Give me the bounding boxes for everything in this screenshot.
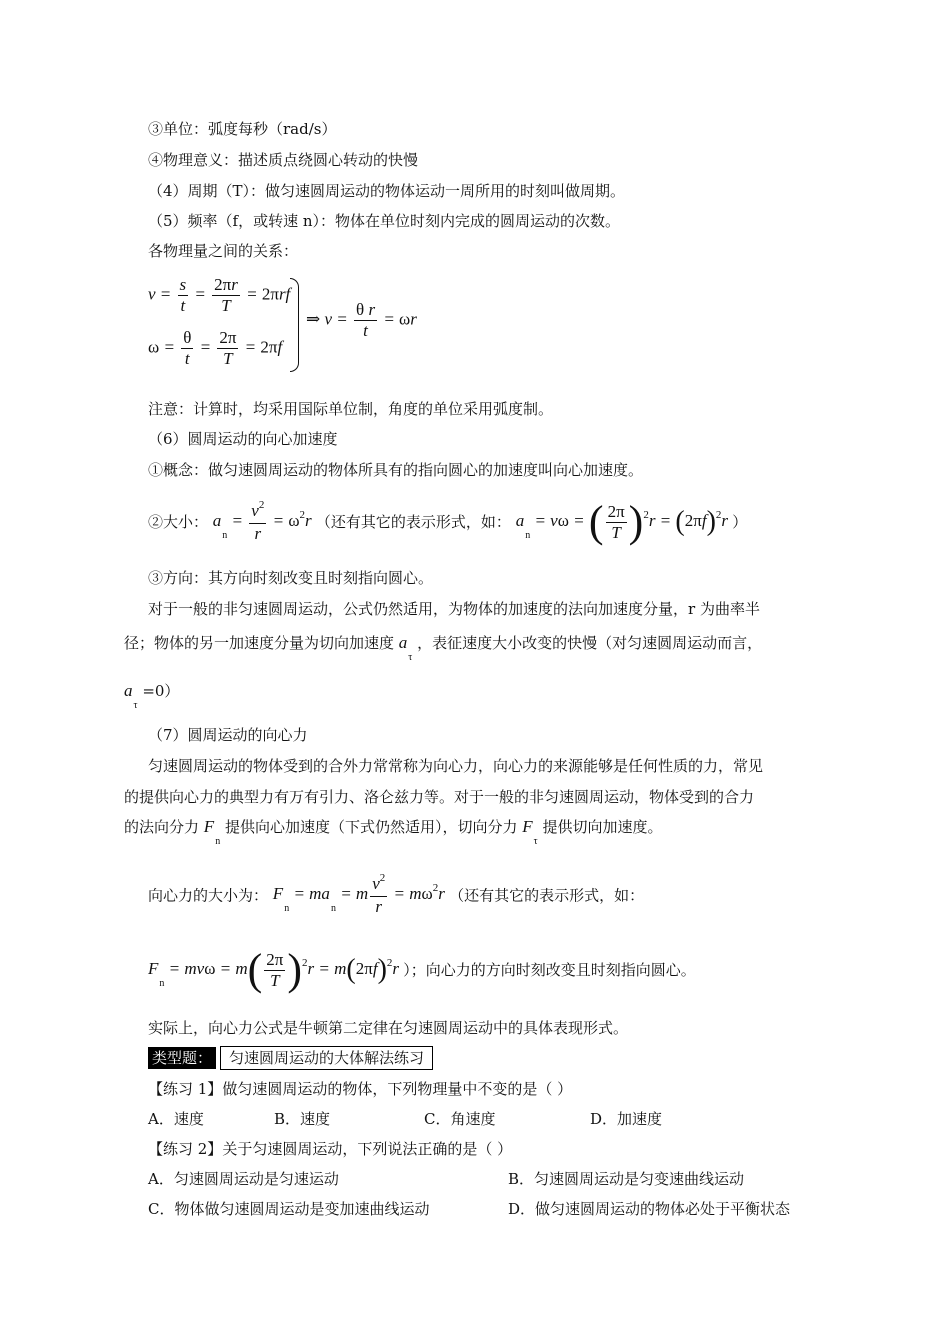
exercise-1-option-a: A．速度 [148,1110,204,1128]
nonuniform-text-b: ，表征速度大小改变的快慢（对匀速圆周运动而言， [417,634,763,652]
actual-line: 实际上，向心力公式是牛顿第二定律在匀速圆周运动中的具体表现形式。 [148,1019,629,1037]
exercise-1-text: 做匀速圆周运动的物体，下列物理量中不变的是（ ） [222,1080,573,1098]
exercise-2-option-d: D．做匀速圆周运动的物体必处于平衡状态 [508,1200,791,1218]
type-title: 匀速圆周运动的大体解法练习 [220,1046,433,1070]
relation-line: 各物理量之间的关系： [148,242,299,260]
symbol-a-tau: $a_\tau$ [398,633,413,663]
type-section-header [148,1046,433,1070]
size-label: ②大小： [148,513,209,531]
exercise-2-option-c: C．物体做匀速圆周运动是变加速曲线运动 [148,1200,430,1218]
force-size-label: 向心力的大小为： [148,886,269,905]
frequency-line: （5）频率（f，或转速 n）：物体在单位时刻内完成的圆周运动的次数。 [148,212,621,230]
exercise-2-text: 关于匀速圆周运动，下列说法正确的是（ ） [222,1140,513,1158]
force-line-3 [124,816,663,847]
force-line-1: 匀速圆周运动的物体受到的合外力常常称为向心力，向心力的来源能够是任何性质的力，常见 [148,757,764,775]
formula-omega: ω = $\frac{\theta}{t}$ = $\frac{2\pi}{T}$ = 2πf [148,328,283,368]
exercise-1-option-c: C．角速度 [424,1110,496,1128]
formula-fn-alt: $F_n = mv\omega = m$( $\frac{2\pi}{T}$ )$^2r = m(2\pi f)^2r$ [148,945,404,994]
size-end-text: ） [732,513,748,531]
size-mid-text: （还有其它的表示形式，如： [315,513,511,531]
exercise-2-option-a: A．匀速圆周运动是匀速运动 [148,1170,339,1188]
exercise-1-option-d: D．加速度 [590,1110,663,1128]
exercise-1-option-b: B．速度 [274,1110,331,1128]
meaning-line: ④物理意义：描述质点绕圆心转动的快慢 [148,151,419,169]
exercise-1-label: 【练习 1】 [148,1080,223,1098]
brace-shape [290,278,299,372]
formula-an: $a_n$ = $\frac{v^2}{r}$ = $\omega^2r$ [212,498,316,543]
exercise-1-question [148,1078,572,1100]
tau-zero-line [124,680,180,711]
symbol-ftau: $F_\tau$ [522,817,538,847]
force-text-b: 提供向心加速度（下式仍然适用），切向分力 [224,818,518,836]
force-alt-line [148,945,696,1000]
period-line: （4）周期（T）：做匀速圆周运动的物体运动一周所用的时刻叫做周期。 [148,182,626,200]
force-size-line [148,874,644,920]
exercise-2-option-b: B．匀速圆周运动是匀变速曲线运动 [508,1170,745,1188]
concept-line: ①概念：做匀速圆周运动的物体所具有的指向圆心的加速度叫向心加速度。 [148,461,644,479]
nonuniform-line-2 [124,632,763,663]
formula-fn: $F_n = ma_n = m$ $\frac{v^2}{r}$ = $m\omega^2r$ [272,872,450,916]
formula-result: ⇒ v = $\frac{\text{θ r}}{t}$ = ωr [306,300,417,340]
force-alt-end: ）；向心力的方向时刻改变且时刻指向圆心。 [403,961,696,979]
force-line-2: 的提供向心力的典型力有万有引力、洛仑兹力等。对于一般的非匀速圆周运动，物体受到的合力 [124,788,755,806]
note-line: 注意：计算时，均采用国际单位制，角度的单位采用弧度制。 [148,400,554,418]
force-size-mid: （还有其它的表示形式，如： [449,886,645,905]
exercise-2-label: 【练习 2】 [148,1140,223,1158]
symbol-a-tau-zero: $a_\tau$ [124,681,138,711]
tau-zero-text: =0） [142,682,180,700]
section-7-heading: （7）圆周运动的向心力 [148,726,308,744]
acceleration-size-line [148,497,748,548]
force-text-a: 的法向分力 [124,818,200,836]
section-6-heading: （6）圆周运动的向心加速度 [148,430,338,448]
nonuniform-text-a: 径；物体的另一加速度分量为切向加速度 [124,634,395,652]
exercise-2-question [148,1138,512,1160]
force-text-c: 提供切向加速度。 [542,818,663,836]
symbol-fn: $F_n$ [203,817,221,847]
nonuniform-line-1: 对于一般的非匀速圆周运动，公式仍然适用，为物体的加速度的法向加速度分量，r 为曲率半 [148,600,760,618]
type-tag: 类型题： [148,1047,216,1069]
unit-line: ③单位：弧度每秒（rad/s） [148,120,337,138]
formula-velocity: v = $\frac{s}{t}$ = $\frac{2\pi r}{T}$ = 2πrf [148,275,291,315]
direction-line: ③方向：其方向时刻改变且时刻指向圆心。 [148,569,434,587]
formula-an-alt: $a_n = v\omega$ = ( $\frac{2\pi}{T}$ )$^2r = (2\pi f)^2r$ [515,497,733,546]
